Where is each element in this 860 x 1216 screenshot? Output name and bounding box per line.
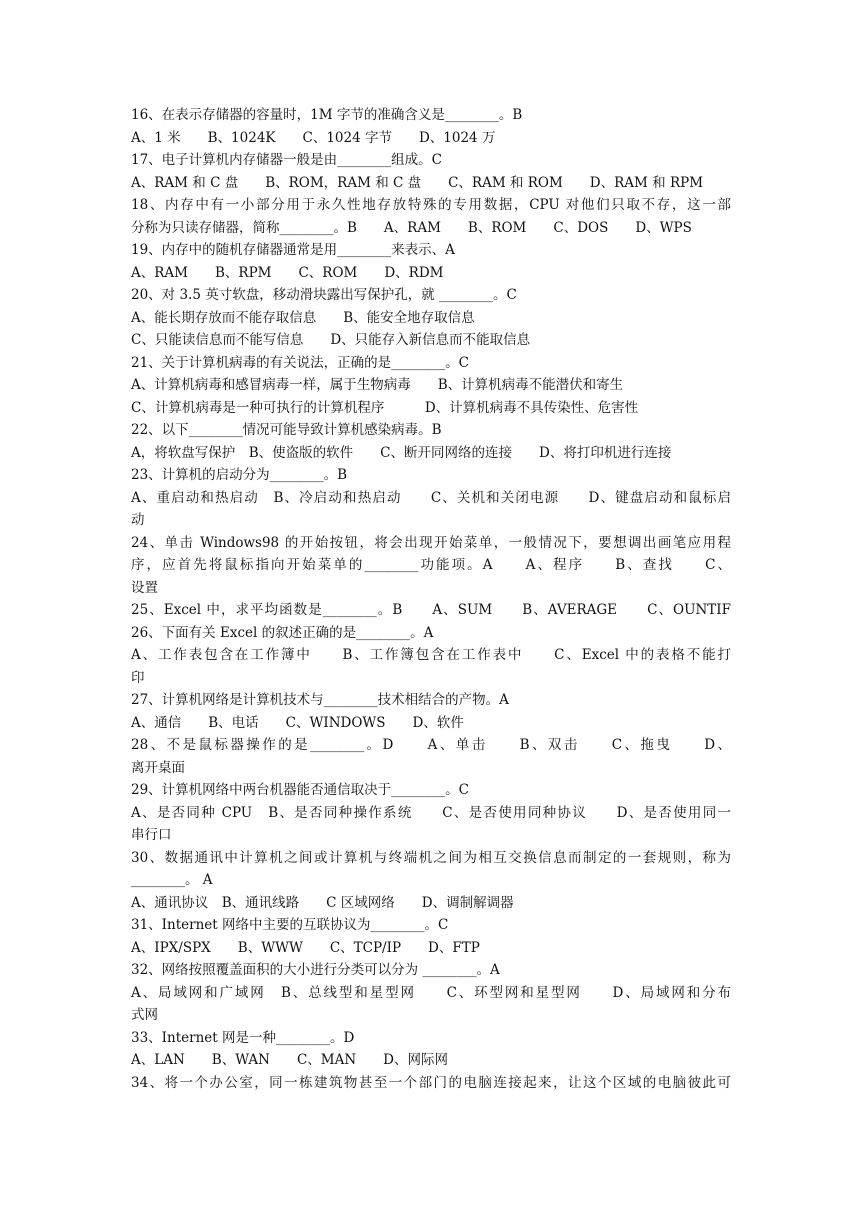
document-body [131,104,731,1094]
text-line: 30、数据通讯中计算机之间或计算机与终端机之间为相互交换信息而制定的一套规则，称为 [131,849,731,866]
text-line: 19、内存中的随机存储器通常是用________来表示、A [131,242,455,258]
text-line: A、是否同种 CPU B、是否同种操作系统 C、是否使用同种协议 D、是否使用同一 [131,804,731,821]
text-line: A、IPX/SPX B、WWW C、TCP/IP D、FTP [131,939,480,956]
text-line: C、计算机病毒是一种可执行的计算机程序 D、计算机病毒不具传染性、危害性 [131,399,639,416]
text-line: 序，应首先将鼠标指向开始菜单的________功能项。A A、程序 B、查找 C、 [131,557,731,573]
text-line: 31、Internet 网络中主要的互联协议为________。C [131,917,449,933]
text-line: 34、将一个办公室，同一栋建筑物甚至一个部门的电脑连接起来，让这个区域的电脑彼此可 [131,1074,731,1091]
text-line: A、计算机病毒和感冒病毒一样，属于生物病毒 B、计算机病毒不能潜伏和寄生 [131,377,624,393]
text-line: A、局域网和广域网 B、总线型和星型网 C、环型网和星型网 D、局域网和分布 [131,984,731,1001]
text-line: C、只能读信息而不能写信息 D、只能存入新信息而不能取信息 [131,332,531,348]
text-line: A、通信 B、电话 C、WINDOWS D、软件 [131,714,464,731]
text-line: 分称为只读存储器，简称________。B A、RAM B、ROM C、DOS D、WPS [131,219,692,236]
text-line: 离开桌面 [131,759,185,776]
text-line: A、RAM 和 C 盘 B、ROM，RAM 和 C 盘 C、RAM 和 ROM D、RAM 和 RPM [131,174,704,191]
text-line: A、通讯协议 B、通讯线路 C 区域网络 D、调制解调器 [131,894,514,911]
text-line: 串行口 [131,827,172,843]
text-line: 式网 [131,1007,158,1023]
text-line: 25、Excel 中，求平均函数是________。B A、SUM B、AVERAGE C、OUNTIF [131,602,731,618]
text-line: 23、计算机的启动分为________。B [131,467,348,483]
text-line: 22、以下________情况可能导致计算机感染病毒。B [131,422,442,438]
text-line: A，将软盘写保护 B、使盗版的软件 C、断开同网络的连接 D、将打印机进行连接 [131,444,672,461]
text-line: 设置 [131,579,158,596]
text-line: 24、单击 Windows98 的开始按钮，将会出现开始菜单，一般情况下，要想调出画笔应用程 [131,534,731,551]
text-line: 印 [131,669,145,686]
text-line: A、能长期存放而不能存取信息 B、能安全地存取信息 [131,309,475,326]
text-line: 26、下面有关 Excel 的叙述正确的是________。A [131,624,434,641]
text-line: 28、不是鼠标器操作的是________。D A、单击 B、双击 C、拖曳 D、 [131,737,731,753]
text-line: 20、对 3.5 英寸软盘，移动滑块露出写保护孔，就 ________。C [131,287,517,303]
text-line: ________。 A [131,872,213,888]
text-line: A、工作表包含在工作簿中 B、工作簿包含在工作表中 C、Excel 中的表格不能打 [131,647,731,663]
text-line: 18、内存中有一小部分用于永久性地存放特殊的专用数据，CPU 对他们只取不存，这一部 [131,197,731,213]
text-line: 33、Internet 网是一种________。D [131,1029,355,1046]
text-line: 32、网络按照覆盖面积的大小进行分类可以分为 ________。A [131,962,500,978]
text-line: A、LAN B、WAN C、MAN D、网际网 [131,1052,448,1068]
text-line: 16、在表示存储器的容量时，1M 字节的准确含义是________。B [131,107,523,123]
text-line: 17、电子计算机内存储器一般是由________组成。C [131,152,443,168]
text-line: 27、计算机网络是计算机技术与________技术相结合的产物。A [131,692,509,708]
text-line: A、重启动和热启动 B、冷启动和热启动 C、关机和关闭电源 D、键盘启动和鼠标启 [131,489,731,506]
text-line: A、RAM B、RPM C、ROM D、RDM [131,264,444,281]
text-line: A、1 米 B、1024K C、1024 字节 D、1024 万 [131,129,496,146]
text-line: 29、计算机网络中两台机器能否通信取决于________。C [131,782,470,798]
text-line: 21、关于计算机病毒的有关说法，正确的是________。C [131,354,470,371]
text-line: 动 [131,512,145,528]
